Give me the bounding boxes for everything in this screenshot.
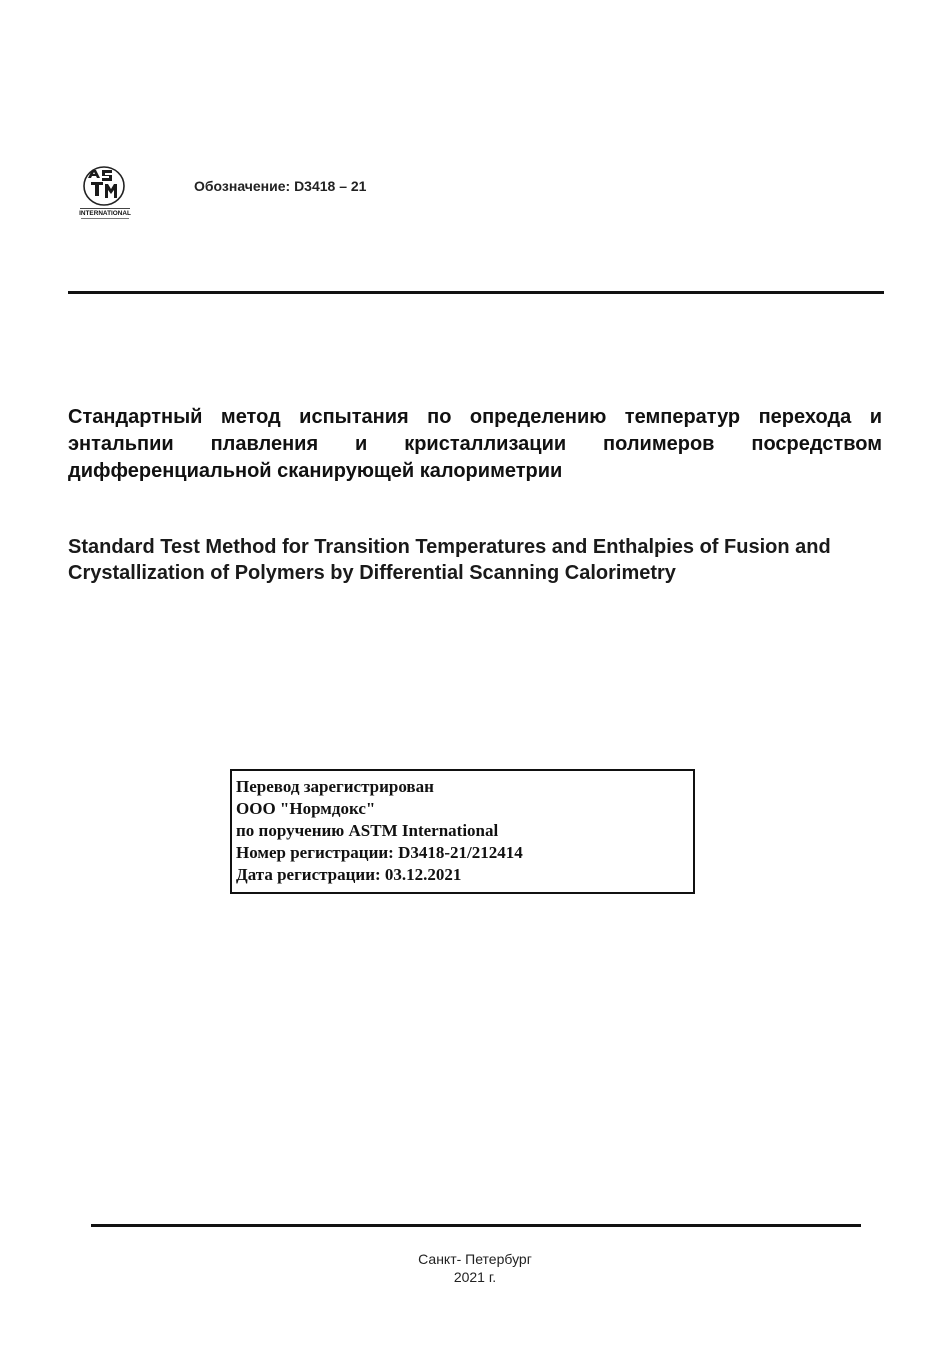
astm-logo xyxy=(78,164,132,222)
registration-line: ООО "Нормдокс" xyxy=(236,799,376,818)
registration-line: Номер регистрации: D3418-21/212414 xyxy=(236,843,523,862)
astm-international-logo-icon xyxy=(78,164,132,222)
registration-line: Дата регистрации: 03.12.2021 xyxy=(236,865,462,884)
footer-city: Санкт- Петербург xyxy=(418,1251,532,1267)
registration-box xyxy=(230,769,695,894)
footer xyxy=(0,1250,950,1286)
designation: Обозначение: D3418 – 21 xyxy=(194,178,367,194)
title-english: Standard Test Method for Transition Temperatures and Enthalpies of Fusion and Crystallization of Polymers by Differential Scanning Calorimetry xyxy=(68,536,831,584)
footer-year: 2021 г. xyxy=(453,1269,497,1285)
registration-line: Перевод зарегистрирован xyxy=(236,777,434,796)
logo-text: INTERNATIONAL xyxy=(79,210,131,217)
bottom-divider xyxy=(91,1224,861,1227)
title-russian: Стандартный метод испытания по определению температур перехода и энтальпии плавления и кристаллизации полимеров посредством дифференциальной сканирующей калориметрии xyxy=(68,406,882,482)
top-divider xyxy=(68,291,884,294)
registration-line: по поручению ASTM International xyxy=(236,821,499,840)
